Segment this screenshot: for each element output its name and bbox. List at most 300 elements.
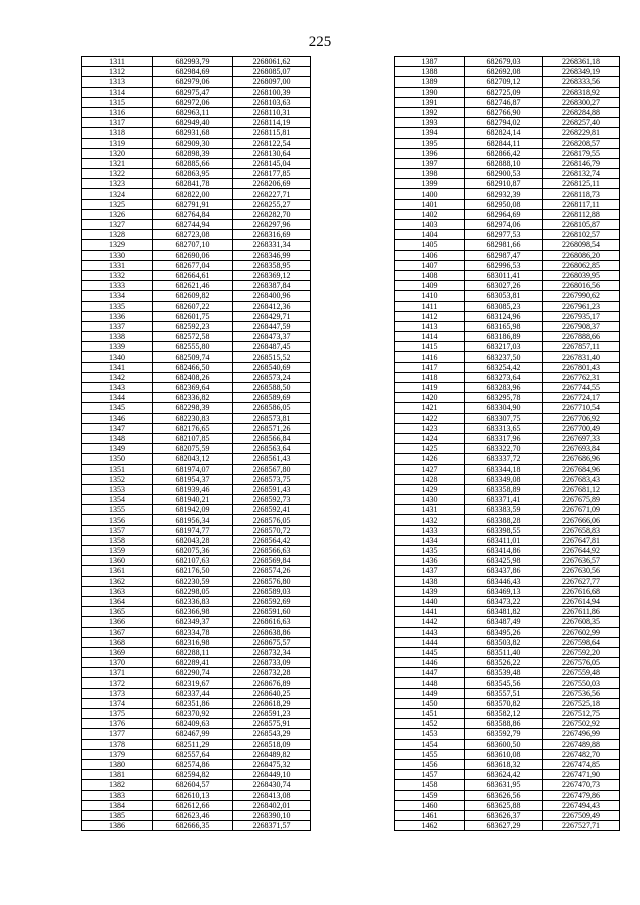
y-coordinate-cell: 2268387,84 [233,281,311,291]
y-coordinate-cell: 2267602,99 [543,627,620,637]
table-row [395,586,620,596]
y-coordinate-cell: 2267935,17 [543,311,620,321]
x-coordinate-cell: 682963,11 [153,107,233,117]
point-number-cell: 1371 [82,668,153,678]
x-coordinate-cell: 683437,86 [465,566,543,576]
point-number-cell: 1365 [82,607,153,617]
point-number-cell: 1436 [395,556,465,566]
point-number-cell: 1314 [82,87,153,97]
table-row [82,220,311,230]
x-coordinate-cell: 682316,98 [153,637,233,647]
point-number-cell: 1335 [82,301,153,311]
point-number-cell: 1421 [395,403,465,413]
table-row [395,607,620,617]
x-coordinate-cell: 683304,90 [465,403,543,413]
table-row [82,515,311,525]
y-coordinate-cell: 2268487,45 [233,342,311,352]
point-number-cell: 1405 [395,240,465,250]
table-row [395,413,620,423]
table-row [82,118,311,128]
point-number-cell: 1390 [395,87,465,97]
point-number-cell: 1322 [82,169,153,179]
table-row [395,780,620,790]
point-number-cell: 1337 [82,321,153,331]
y-coordinate-cell: 2268575,91 [233,719,311,729]
table-row [82,250,311,260]
x-coordinate-cell: 682601,75 [153,311,233,321]
y-coordinate-cell: 2267489,88 [543,739,620,749]
table-row [82,668,311,678]
point-number-cell: 1377 [82,729,153,739]
point-number-cell: 1361 [82,566,153,576]
table-row [82,291,311,301]
table-row [395,423,620,433]
y-coordinate-cell: 2268300,27 [543,97,620,107]
x-coordinate-cell: 683307,75 [465,413,543,423]
point-number-cell: 1354 [82,495,153,505]
x-coordinate-cell: 682075,59 [153,444,233,454]
table-row [82,688,311,698]
table-row [395,199,620,209]
y-coordinate-cell: 2268039,95 [543,270,620,280]
table-row [395,352,620,362]
x-coordinate-cell: 682572,58 [153,332,233,342]
table-row [395,250,620,260]
x-coordinate-cell: 683383,59 [465,505,543,515]
point-number-cell: 1453 [395,729,465,739]
point-number-cell: 1370 [82,658,153,668]
table-row [82,759,311,769]
table-row [82,484,311,494]
x-coordinate-cell: 682888,10 [465,158,543,168]
y-coordinate-cell: 2268592,69 [233,596,311,606]
point-number-cell: 1416 [395,352,465,362]
table-row [82,230,311,240]
y-coordinate-cell: 2268114,19 [233,118,311,128]
point-number-cell: 1376 [82,719,153,729]
y-coordinate-cell: 2267857,11 [543,342,620,352]
y-coordinate-cell: 2268361,18 [543,57,620,67]
point-number-cell: 1344 [82,393,153,403]
y-coordinate-cell: 2267801,43 [543,362,620,372]
x-coordinate-cell: 683388,28 [465,515,543,525]
x-coordinate-cell: 682075,36 [153,546,233,556]
x-coordinate-cell: 682975,47 [153,87,233,97]
table-row [395,230,620,240]
y-coordinate-cell: 2267666,06 [543,515,620,525]
table-row [395,688,620,698]
point-number-cell: 1437 [395,566,465,576]
table-row [82,495,311,505]
y-coordinate-cell: 2268475,32 [233,759,311,769]
x-coordinate-cell: 683473,22 [465,596,543,606]
point-number-cell: 1366 [82,617,153,627]
y-coordinate-cell: 2268574,26 [233,566,311,576]
x-coordinate-cell: 682467,99 [153,729,233,739]
x-coordinate-cell: 682334,78 [153,627,233,637]
x-coordinate-cell: 682692,08 [465,67,543,77]
coordinates-table-right [394,56,620,831]
x-coordinate-cell: 683481,82 [465,607,543,617]
point-number-cell: 1358 [82,535,153,545]
table-row [82,270,311,280]
y-coordinate-cell: 2267693,84 [543,444,620,454]
y-coordinate-cell: 2267608,35 [543,617,620,627]
table-row [82,658,311,668]
y-coordinate-cell: 2268518,09 [233,739,311,749]
y-coordinate-cell: 2268473,37 [233,332,311,342]
point-number-cell: 1420 [395,393,465,403]
y-coordinate-cell: 2267559,48 [543,668,620,678]
point-number-cell: 1422 [395,413,465,423]
y-coordinate-cell: 2268447,59 [233,321,311,331]
y-coordinate-cell: 2268592,73 [233,495,311,505]
table-row [82,566,311,576]
y-coordinate-cell: 2268563,64 [233,444,311,454]
y-coordinate-cell: 2268110,31 [233,107,311,117]
y-coordinate-cell: 2267724,17 [543,393,620,403]
x-coordinate-cell: 682900,53 [465,169,543,179]
y-coordinate-cell: 2268515,52 [233,352,311,362]
y-coordinate-cell: 2267474,85 [543,759,620,769]
point-number-cell: 1402 [395,209,465,219]
point-number-cell: 1429 [395,484,465,494]
y-coordinate-cell: 2268576,05 [233,515,311,525]
x-coordinate-cell: 683592,79 [465,729,543,739]
table-row [395,698,620,708]
point-number-cell: 1362 [82,576,153,586]
point-number-cell: 1430 [395,495,465,505]
y-coordinate-cell: 2268145,04 [233,158,311,168]
y-coordinate-cell: 2267762,31 [543,372,620,382]
x-coordinate-cell: 682679,03 [465,57,543,67]
x-coordinate-cell: 683053,81 [465,291,543,301]
x-coordinate-cell: 683254,42 [465,362,543,372]
point-number-cell: 1426 [395,454,465,464]
table-row [82,617,311,627]
point-number-cell: 1356 [82,515,153,525]
x-coordinate-cell: 683446,43 [465,576,543,586]
table-row [82,342,311,352]
table-row [395,311,620,321]
x-coordinate-cell: 682981,66 [465,240,543,250]
table-row [82,719,311,729]
x-coordinate-cell: 682791,91 [153,199,233,209]
x-coordinate-cell: 683626,56 [465,790,543,800]
point-number-cell: 1342 [82,372,153,382]
table-row [395,189,620,199]
y-coordinate-cell: 2268592,41 [233,505,311,515]
table-row [395,220,620,230]
y-coordinate-cell: 2267576,05 [543,658,620,668]
x-coordinate-cell: 683414,86 [465,546,543,556]
x-coordinate-cell: 683273,64 [465,372,543,382]
y-coordinate-cell: 2268255,27 [233,199,311,209]
x-coordinate-cell: 682555,80 [153,342,233,352]
y-coordinate-cell: 2267512,75 [543,709,620,719]
table-row [82,57,311,67]
point-number-cell: 1449 [395,688,465,698]
x-coordinate-cell: 682612,66 [153,800,233,810]
table-row [82,586,311,596]
table-row [395,658,620,668]
point-number-cell: 1330 [82,250,153,260]
y-coordinate-cell: 2267706,92 [543,413,620,423]
table-row [82,444,311,454]
table-row [82,698,311,708]
x-coordinate-cell: 682370,92 [153,709,233,719]
point-number-cell: 1333 [82,281,153,291]
table-row [82,107,311,117]
x-coordinate-cell: 682993,79 [153,57,233,67]
y-coordinate-cell: 2267598,64 [543,637,620,647]
point-number-cell: 1331 [82,260,153,270]
x-coordinate-cell: 683085,23 [465,301,543,311]
table-row [395,332,620,342]
y-coordinate-cell: 2268016,56 [543,281,620,291]
point-number-cell: 1446 [395,658,465,668]
x-coordinate-cell: 682107,85 [153,433,233,443]
y-coordinate-cell: 2268132,74 [543,169,620,179]
table-row [82,67,311,77]
table-row [395,535,620,545]
table-row [395,281,620,291]
table-row [395,484,620,494]
x-coordinate-cell: 682043,12 [153,454,233,464]
x-coordinate-cell: 683557,51 [465,688,543,698]
y-coordinate-cell: 2268130,64 [233,148,311,158]
point-number-cell: 1336 [82,311,153,321]
x-coordinate-cell: 683358,89 [465,484,543,494]
y-coordinate-cell: 2268430,74 [233,780,311,790]
table-row [82,637,311,647]
table-row [395,138,620,148]
table-row [82,260,311,270]
x-coordinate-cell: 683624,42 [465,770,543,780]
y-coordinate-cell: 2268179,55 [543,148,620,158]
x-coordinate-cell: 682509,74 [153,352,233,362]
point-number-cell: 1461 [395,810,465,820]
x-coordinate-cell: 681939,46 [153,484,233,494]
x-coordinate-cell: 682766,90 [465,107,543,117]
y-coordinate-cell: 2268402,01 [233,800,311,810]
point-number-cell: 1329 [82,240,153,250]
point-number-cell: 1435 [395,546,465,556]
x-coordinate-cell: 682043,28 [153,535,233,545]
x-coordinate-cell: 682932,39 [465,189,543,199]
y-coordinate-cell: 2268640,25 [233,688,311,698]
x-coordinate-cell: 682866,42 [465,148,543,158]
point-number-cell: 1438 [395,576,465,586]
table-row [395,209,620,219]
x-coordinate-cell: 682964,69 [465,209,543,219]
y-coordinate-cell: 2267525,18 [543,698,620,708]
y-coordinate-cell: 2268118,73 [543,189,620,199]
table-row [395,810,620,820]
table-row [82,138,311,148]
x-coordinate-cell: 682349,37 [153,617,233,627]
y-coordinate-cell: 2268591,43 [233,484,311,494]
point-number-cell: 1332 [82,270,153,280]
table-row [395,169,620,179]
point-number-cell: 1425 [395,444,465,454]
y-coordinate-cell: 2267502,92 [543,719,620,729]
x-coordinate-cell: 681940,21 [153,495,233,505]
y-coordinate-cell: 2268177,85 [233,169,311,179]
y-coordinate-cell: 2267658,83 [543,525,620,535]
x-coordinate-cell: 682709,12 [465,77,543,87]
x-coordinate-cell: 683217,03 [465,342,543,352]
y-coordinate-cell: 2268112,88 [543,209,620,219]
table-row [395,566,620,576]
y-coordinate-cell: 2268732,28 [233,668,311,678]
x-coordinate-cell: 681954,37 [153,474,233,484]
x-coordinate-cell: 682176,65 [153,423,233,433]
table-row [82,433,311,443]
x-coordinate-cell: 682409,63 [153,719,233,729]
table-row [395,444,620,454]
point-number-cell: 1343 [82,383,153,393]
x-coordinate-cell: 683545,56 [465,678,543,688]
x-coordinate-cell: 683503,82 [465,637,543,647]
y-coordinate-cell: 2268098,54 [543,240,620,250]
table-row [82,780,311,790]
point-number-cell: 1401 [395,199,465,209]
x-coordinate-cell: 682744,94 [153,220,233,230]
table-row [395,525,620,535]
x-coordinate-cell: 682176,50 [153,566,233,576]
point-number-cell: 1379 [82,749,153,759]
x-coordinate-cell: 682319,67 [153,678,233,688]
point-number-cell: 1457 [395,770,465,780]
table-row [395,627,620,637]
x-coordinate-cell: 682230,83 [153,413,233,423]
x-coordinate-cell: 682290,74 [153,668,233,678]
y-coordinate-cell: 2267647,81 [543,535,620,545]
y-coordinate-cell: 2268570,72 [233,525,311,535]
y-coordinate-cell: 2268566,84 [233,433,311,443]
y-coordinate-cell: 2268591,23 [233,709,311,719]
table-row [395,668,620,678]
point-number-cell: 1444 [395,637,465,647]
x-coordinate-cell: 683027,26 [465,281,543,291]
y-coordinate-cell: 2268369,12 [233,270,311,280]
x-coordinate-cell: 683526,22 [465,658,543,668]
x-coordinate-cell: 683295,78 [465,393,543,403]
x-coordinate-cell: 682764,84 [153,209,233,219]
x-coordinate-cell: 682844,11 [465,138,543,148]
y-coordinate-cell: 2267671,09 [543,505,620,515]
y-coordinate-cell: 2268358,95 [233,260,311,270]
table-row [82,311,311,321]
y-coordinate-cell: 2267684,96 [543,464,620,474]
table-row [82,525,311,535]
table-row [395,342,620,352]
point-number-cell: 1427 [395,464,465,474]
y-coordinate-cell: 2267550,03 [543,678,620,688]
point-number-cell: 1417 [395,362,465,372]
y-coordinate-cell: 2268675,57 [233,637,311,647]
y-coordinate-cell: 2267616,68 [543,586,620,596]
y-coordinate-cell: 2267614,94 [543,596,620,606]
point-number-cell: 1409 [395,281,465,291]
point-number-cell: 1374 [82,698,153,708]
table-row [82,383,311,393]
point-number-cell: 1355 [82,505,153,515]
x-coordinate-cell: 682898,39 [153,148,233,158]
x-coordinate-cell: 683317,96 [465,433,543,443]
point-number-cell: 1400 [395,189,465,199]
y-coordinate-cell: 2267471,90 [543,770,620,780]
table-row [395,596,620,606]
x-coordinate-cell: 682725,09 [465,87,543,97]
table-row [82,189,311,199]
point-number-cell: 1385 [82,810,153,820]
point-number-cell: 1339 [82,342,153,352]
point-number-cell: 1448 [395,678,465,688]
point-number-cell: 1404 [395,230,465,240]
point-number-cell: 1440 [395,596,465,606]
x-coordinate-cell: 683371,41 [465,495,543,505]
x-coordinate-cell: 682466,50 [153,362,233,372]
y-coordinate-cell: 2267961,23 [543,301,620,311]
y-coordinate-cell: 2267479,86 [543,790,620,800]
table-row [395,546,620,556]
y-coordinate-cell: 2267888,66 [543,332,620,342]
x-coordinate-cell: 683344,18 [465,464,543,474]
table-row [395,759,620,769]
table-row [82,810,311,820]
point-number-cell: 1387 [395,57,465,67]
table-row [82,576,311,586]
y-coordinate-cell: 2268732,34 [233,647,311,657]
table-row [395,474,620,484]
point-number-cell: 1368 [82,637,153,647]
point-number-cell: 1384 [82,800,153,810]
table-row [395,67,620,77]
point-number-cell: 1439 [395,586,465,596]
table-row [395,576,620,586]
y-coordinate-cell: 2268571,26 [233,423,311,433]
table-row [395,433,620,443]
x-coordinate-cell: 682707,10 [153,240,233,250]
x-coordinate-cell: 682949,40 [153,118,233,128]
table-row [82,596,311,606]
x-coordinate-cell: 682511,29 [153,739,233,749]
table-row [395,260,620,270]
point-number-cell: 1424 [395,433,465,443]
x-coordinate-cell: 683186,89 [465,332,543,342]
x-coordinate-cell: 682594,82 [153,770,233,780]
x-coordinate-cell: 683425,98 [465,556,543,566]
x-coordinate-cell: 683618,32 [465,759,543,769]
point-number-cell: 1406 [395,250,465,260]
table-row [82,169,311,179]
x-coordinate-cell: 682107,63 [153,556,233,566]
point-number-cell: 1334 [82,291,153,301]
point-number-cell: 1397 [395,158,465,168]
x-coordinate-cell: 682931,68 [153,128,233,138]
y-coordinate-cell: 2267630,56 [543,566,620,576]
x-coordinate-cell: 682824,14 [465,128,543,138]
x-coordinate-cell: 682621,46 [153,281,233,291]
table-row [395,495,620,505]
point-number-cell: 1413 [395,321,465,331]
point-number-cell: 1450 [395,698,465,708]
y-coordinate-cell: 2268257,40 [543,118,620,128]
y-coordinate-cell: 2268591,60 [233,607,311,617]
y-coordinate-cell: 2267683,43 [543,474,620,484]
